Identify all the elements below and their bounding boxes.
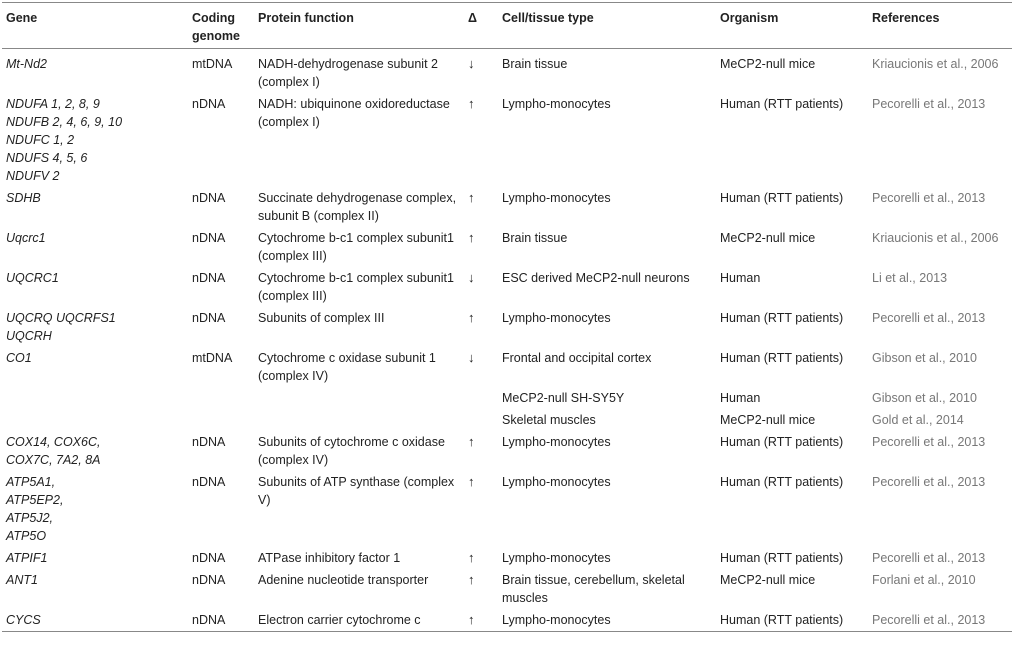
cell-coding-genome <box>188 409 254 431</box>
cell-tissue-type: Lympho-monocytes <box>502 311 611 325</box>
cell-tissue-type: Lympho-monocytes <box>502 475 611 489</box>
cell-gene <box>2 431 188 471</box>
table-row <box>2 387 1012 409</box>
cell-gene <box>2 93 188 187</box>
gene-line: ATP5O <box>6 529 47 543</box>
table-row <box>2 307 1012 347</box>
cell-organism: Human (RTT patients) <box>720 311 844 325</box>
cell-protein-function: Adenine nucleotide transporter <box>258 573 429 587</box>
gene-line: Mt-Nd2 <box>6 57 47 71</box>
cell-organism: Human (RTT patients) <box>720 613 844 627</box>
cell-delta: ↑ <box>468 612 475 627</box>
cell-delta: ↑ <box>468 572 475 587</box>
header-cell-tissue: Cell/tissue type <box>502 11 594 25</box>
gene-line: UQCRC1 <box>6 271 59 285</box>
cell-protein-function: NADH-dehydrogenase subunit 2 (complex I) <box>258 57 438 89</box>
cell-tissue-type: Lympho-monocytes <box>502 97 611 111</box>
cell-reference: Gold et al., 2014 <box>872 413 964 427</box>
cell-gene <box>2 387 188 409</box>
cell-delta: ↑ <box>468 550 475 565</box>
cell-organism: MeCP2-null mice <box>720 573 816 587</box>
cell-organism: Human (RTT patients) <box>720 97 844 111</box>
cell-tissue-type: Brain tissue, cerebellum, skeletal muscles <box>502 573 685 605</box>
cell-delta: ↑ <box>468 434 475 449</box>
cell-coding-genome <box>188 387 254 409</box>
gene-line: UQCRQ UQCRFS1 <box>6 311 116 325</box>
header-protein-function: Protein function <box>258 11 354 25</box>
cell-reference: Li et al., 2013 <box>872 271 948 285</box>
table-row <box>2 569 1012 609</box>
cell-coding-genome: nDNA <box>192 435 226 449</box>
gene-line: ATP5J2, <box>6 511 54 525</box>
cell-tissue-type: Brain tissue <box>502 231 568 245</box>
cell-organism: Human (RTT patients) <box>720 435 844 449</box>
cell-tissue-type: Skeletal muscles <box>502 413 596 427</box>
table-row <box>2 93 1012 187</box>
cell-delta: ↑ <box>468 474 475 489</box>
header-gene: Gene <box>6 11 38 25</box>
cell-protein-function: Subunits of cytochrome c oxidase (complex IV) <box>258 435 445 467</box>
gene-line: NDUFB 2, 4, 6, 9, 10 <box>6 115 123 129</box>
gene-line: ATP5EP2, <box>6 493 64 507</box>
table-row <box>2 431 1012 471</box>
cell-protein-function: Cytochrome b-c1 complex subunit1 (complex III) <box>258 271 454 303</box>
table-row <box>2 267 1012 307</box>
header-coding-genome: Coding genome <box>192 11 240 43</box>
cell-organism: Human <box>720 271 761 285</box>
cell-tissue-type: Lympho-monocytes <box>502 435 611 449</box>
cell-gene <box>2 49 188 94</box>
gene-line: NDUFV 2 <box>6 169 60 183</box>
gene-line: NDUFA 1, 2, 8, 9 <box>6 97 100 111</box>
header-references: References <box>872 11 940 25</box>
cell-coding-genome: mtDNA <box>192 351 233 365</box>
cell-delta <box>464 387 498 409</box>
cell-delta: ↓ <box>468 350 475 365</box>
gene-line: Uqcrc1 <box>6 231 46 245</box>
cell-tissue-type: Lympho-monocytes <box>502 613 611 627</box>
cell-reference: Pecorelli et al., 2013 <box>872 191 986 205</box>
cell-protein-function <box>254 409 464 431</box>
data-table <box>2 2 1012 632</box>
header-delta: Δ <box>468 11 477 25</box>
cell-organism: MeCP2-null mice <box>720 231 816 245</box>
cell-tissue-type: Frontal and occipital cortex <box>502 351 652 365</box>
gene-line: CO1 <box>6 351 32 365</box>
gene-line: SDHB <box>6 191 41 205</box>
cell-delta: ↓ <box>468 56 475 71</box>
cell-coding-genome: nDNA <box>192 97 226 111</box>
cell-reference: Gibson et al., 2010 <box>872 351 977 365</box>
header-row <box>2 3 1012 49</box>
cell-tissue-type: MeCP2-null SH-SY5Y <box>502 391 625 405</box>
gene-line: UQCRH <box>6 329 52 343</box>
cell-reference: Pecorelli et al., 2013 <box>872 613 986 627</box>
cell-coding-genome: nDNA <box>192 573 226 587</box>
cell-protein-function: ATPase inhibitory factor 1 <box>258 551 401 565</box>
table-body <box>2 49 1012 632</box>
header-organism: Organism <box>720 11 779 25</box>
cell-protein-function: Electron carrier cytochrome c <box>258 613 421 627</box>
cell-gene <box>2 347 188 387</box>
cell-coding-genome: mtDNA <box>192 57 233 71</box>
cell-coding-genome: nDNA <box>192 191 226 205</box>
table-row <box>2 49 1012 94</box>
gene-line: ANT1 <box>6 573 38 587</box>
cell-delta: ↑ <box>468 230 475 245</box>
cell-reference: Kriaucionis et al., 2006 <box>872 231 999 245</box>
cell-delta: ↑ <box>468 96 475 111</box>
cell-organism: Human (RTT patients) <box>720 191 844 205</box>
cell-coding-genome: nDNA <box>192 271 226 285</box>
gene-line: COX7C, 7A2, 8A <box>6 453 101 467</box>
cell-coding-genome: nDNA <box>192 311 226 325</box>
gene-line: NDUFC 1, 2 <box>6 133 75 147</box>
cell-gene <box>2 187 188 227</box>
cell-gene <box>2 267 188 307</box>
table-row <box>2 609 1012 632</box>
cell-protein-function: Cytochrome c oxidase subunit 1 (complex IV) <box>258 351 436 383</box>
cell-protein-function <box>254 387 464 409</box>
cell-reference: Pecorelli et al., 2013 <box>872 435 986 449</box>
gene-line: ATPIF1 <box>6 551 48 565</box>
cell-reference: Pecorelli et al., 2013 <box>872 551 986 565</box>
cell-gene <box>2 471 188 547</box>
cell-organism: Human (RTT patients) <box>720 475 844 489</box>
gene-line: CYCS <box>6 613 41 627</box>
cell-tissue-type: Lympho-monocytes <box>502 551 611 565</box>
cell-gene <box>2 227 188 267</box>
cell-delta <box>464 409 498 431</box>
cell-delta: ↑ <box>468 190 475 205</box>
cell-tissue-type: Brain tissue <box>502 57 568 71</box>
gene-line: ATP5A1, <box>6 475 56 489</box>
cell-protein-function: NADH: ubiquinone oxidoreductase (complex I) <box>258 97 450 129</box>
cell-coding-genome: nDNA <box>192 613 226 627</box>
cell-reference: Pecorelli et al., 2013 <box>872 97 986 111</box>
cell-coding-genome: nDNA <box>192 551 226 565</box>
cell-tissue-type: Lympho-monocytes <box>502 191 611 205</box>
cell-tissue-type: ESC derived MeCP2-null neurons <box>502 271 690 285</box>
table-row <box>2 227 1012 267</box>
table-row <box>2 347 1012 387</box>
gene-line: COX14, COX6C, <box>6 435 101 449</box>
cell-protein-function: Cytochrome b-c1 complex subunit1 (complex III) <box>258 231 454 263</box>
cell-organism: MeCP2-null mice <box>720 57 816 71</box>
cell-gene <box>2 609 188 632</box>
cell-gene <box>2 409 188 431</box>
cell-coding-genome: nDNA <box>192 231 226 245</box>
cell-organism: Human (RTT patients) <box>720 351 844 365</box>
cell-reference: Forlani et al., 2010 <box>872 573 976 587</box>
table-row <box>2 187 1012 227</box>
cell-protein-function: Subunits of ATP synthase (complex V) <box>258 475 455 507</box>
cell-reference: Kriaucionis et al., 2006 <box>872 57 999 71</box>
cell-gene <box>2 569 188 609</box>
cell-organism: MeCP2-null mice <box>720 413 816 427</box>
cell-protein-function: Subunits of complex III <box>258 311 385 325</box>
cell-coding-genome: nDNA <box>192 475 226 489</box>
cell-gene <box>2 547 188 569</box>
cell-organism: Human (RTT patients) <box>720 551 844 565</box>
cell-protein-function: Succinate dehydrogenase complex, subunit B (complex II) <box>258 191 457 223</box>
gene-line: NDUFS 4, 5, 6 <box>6 151 88 165</box>
cell-gene <box>2 307 188 347</box>
cell-delta: ↑ <box>468 310 475 325</box>
cell-delta: ↓ <box>468 270 475 285</box>
cell-reference: Pecorelli et al., 2013 <box>872 475 986 489</box>
table-row <box>2 547 1012 569</box>
cell-organism: Human <box>720 391 761 405</box>
table-row <box>2 471 1012 547</box>
table-row <box>2 409 1012 431</box>
cell-reference: Gibson et al., 2010 <box>872 391 977 405</box>
cell-reference: Pecorelli et al., 2013 <box>872 311 986 325</box>
